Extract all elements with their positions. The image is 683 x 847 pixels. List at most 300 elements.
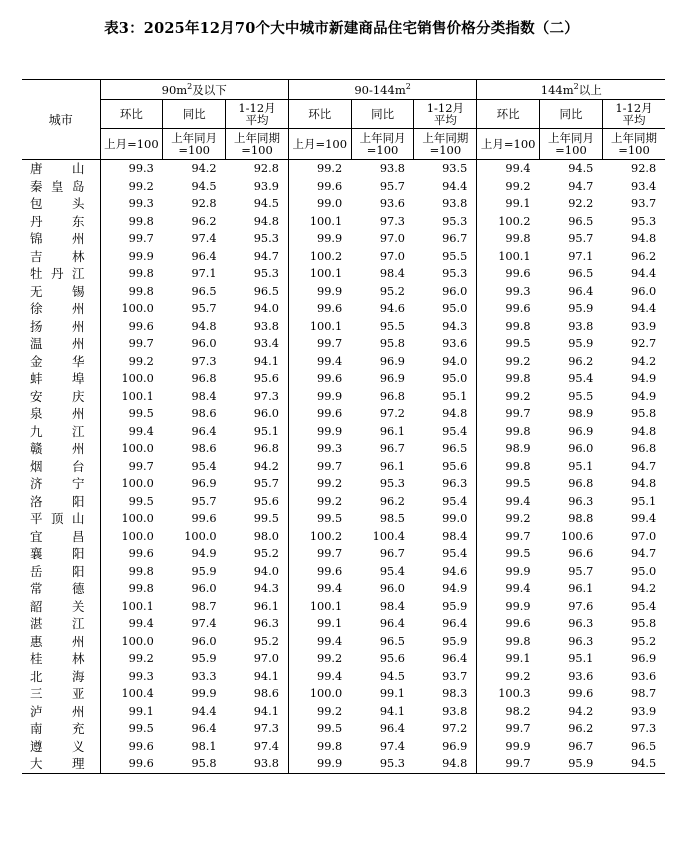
city-name: 丹东 bbox=[30, 213, 85, 229]
index-value: 96.2 bbox=[568, 722, 594, 735]
city-name: 平顶山 bbox=[30, 511, 85, 526]
city-name: 赣州 bbox=[30, 441, 85, 456]
index-value: 99.5 bbox=[100, 405, 163, 423]
index-value: 93.6 bbox=[631, 669, 657, 683]
index-value: 99.2 bbox=[477, 178, 540, 196]
index-value: 95.7 bbox=[191, 302, 217, 315]
index-value: 99.5 bbox=[477, 335, 540, 353]
index-value: 99.4 bbox=[100, 423, 163, 441]
index-value: 96.9 bbox=[442, 739, 468, 753]
table-row bbox=[22, 598, 665, 616]
sub-header-2: 1-12月 平均 bbox=[602, 100, 665, 129]
city-name: 南充 bbox=[30, 721, 85, 736]
index-value: 96.4 bbox=[191, 424, 217, 438]
index-value: 96.0 bbox=[379, 582, 405, 595]
index-value: 98.3 bbox=[442, 687, 468, 700]
index-value: 99.7 bbox=[288, 458, 351, 476]
sub-header-1: 同比 bbox=[163, 100, 226, 129]
base-header-2: 上年同期 =100 bbox=[602, 129, 665, 160]
index-value: 96.3 bbox=[442, 477, 468, 490]
index-value: 96.7 bbox=[379, 547, 405, 560]
table-row bbox=[22, 668, 665, 686]
index-value: 96.3 bbox=[568, 617, 594, 630]
index-value: 95.2 bbox=[253, 634, 279, 648]
index-value: 93.7 bbox=[442, 669, 468, 683]
index-value: 99.6 bbox=[288, 370, 351, 388]
index-value: 97.4 bbox=[253, 739, 279, 753]
index-value: 96.5 bbox=[191, 284, 217, 298]
index-value: 94.8 bbox=[414, 755, 477, 773]
city-name: 锦州 bbox=[30, 231, 85, 246]
index-value: 98.4 bbox=[379, 599, 405, 613]
index-value: 100.1 bbox=[288, 265, 351, 283]
index-value: 95.8 bbox=[631, 407, 657, 420]
index-value: 99.2 bbox=[477, 388, 540, 406]
group-header-medium: $90-144m^2$ bbox=[288, 80, 476, 100]
index-value: 99.2 bbox=[288, 493, 351, 511]
index-value: 99.5 bbox=[100, 720, 163, 738]
index-value: 94.5 bbox=[191, 179, 217, 193]
index-value: 95.8 bbox=[163, 755, 226, 773]
index-value: 100.1 bbox=[477, 248, 540, 266]
sub-header-2: 1-12月 平均 bbox=[414, 100, 477, 129]
index-value: 93.3 bbox=[191, 669, 217, 683]
index-value: 100.6 bbox=[561, 529, 594, 543]
index-value: 99.7 bbox=[288, 545, 351, 563]
index-value: 97.4 bbox=[379, 739, 405, 753]
index-value: 96.2 bbox=[631, 249, 657, 263]
city-name: 常德 bbox=[30, 581, 85, 596]
city-name: 韶关 bbox=[30, 598, 85, 614]
index-value: 99.6 bbox=[100, 318, 163, 336]
table-row bbox=[22, 755, 665, 773]
index-value: 93.8 bbox=[442, 197, 468, 210]
base-header-1: 上年同月 =100 bbox=[540, 129, 603, 160]
city-name: 包头 bbox=[30, 196, 85, 211]
city-name: 秦皇岛 bbox=[30, 178, 85, 194]
index-value: 95.6 bbox=[379, 652, 405, 665]
city-name: 蚌埠 bbox=[30, 371, 85, 386]
index-value: 97.0 bbox=[379, 232, 405, 245]
index-value: 96.0 bbox=[568, 442, 594, 455]
index-value: 99.6 bbox=[288, 178, 351, 196]
index-value: 99.8 bbox=[477, 423, 540, 441]
index-value: 96.2 bbox=[379, 494, 405, 508]
index-value: 96.1 bbox=[253, 599, 279, 613]
index-value: 99.9 bbox=[100, 248, 163, 266]
index-value: 99.3 bbox=[100, 668, 163, 686]
index-value: 95.6 bbox=[442, 459, 468, 473]
table-row bbox=[22, 685, 665, 703]
city-name: 三亚 bbox=[30, 686, 85, 701]
index-value: 99.4 bbox=[631, 512, 657, 525]
index-value: 95.0 bbox=[442, 302, 468, 315]
index-value: 99.6 bbox=[288, 300, 351, 318]
index-value: 100.0 bbox=[100, 510, 163, 528]
index-value: 94.3 bbox=[442, 319, 468, 333]
index-value: 99.7 bbox=[100, 230, 163, 248]
index-value: 100.0 bbox=[100, 528, 163, 546]
index-value: 98.4 bbox=[442, 529, 468, 543]
table-row bbox=[22, 160, 665, 178]
index-value: 99.9 bbox=[288, 423, 351, 441]
index-value: 97.1 bbox=[191, 267, 217, 280]
index-value: 96.0 bbox=[191, 337, 217, 350]
index-value: 94.7 bbox=[631, 459, 657, 473]
sub-header-0: 环比 bbox=[100, 100, 163, 129]
index-value: 94.6 bbox=[379, 302, 405, 315]
index-value: 98.6 bbox=[191, 442, 217, 455]
index-value: 96.0 bbox=[631, 284, 657, 298]
index-value: 95.4 bbox=[379, 564, 405, 578]
index-value: 100.1 bbox=[288, 318, 351, 336]
city-column-header: 城市 bbox=[22, 80, 100, 160]
index-value: 98.9 bbox=[477, 440, 540, 458]
index-value: 94.6 bbox=[442, 564, 468, 578]
table-row bbox=[22, 703, 665, 721]
index-value: 100.0 bbox=[100, 633, 163, 651]
index-value: 95.1 bbox=[568, 459, 594, 473]
index-value: 92.8 bbox=[631, 162, 657, 175]
index-value: 96.3 bbox=[253, 617, 279, 630]
table-row bbox=[22, 248, 665, 266]
index-value: 99.8 bbox=[477, 318, 540, 336]
index-value: 94.1 bbox=[253, 704, 279, 718]
index-value: 94.8 bbox=[253, 214, 279, 228]
index-value: 94.9 bbox=[191, 547, 217, 560]
city-name: 唐山 bbox=[30, 161, 85, 176]
table-row bbox=[22, 335, 665, 353]
index-value: 99.8 bbox=[477, 230, 540, 248]
index-value: 93.4 bbox=[253, 337, 279, 350]
table-row bbox=[22, 370, 665, 388]
index-value: 100.0 bbox=[100, 440, 163, 458]
index-value: 99.6 bbox=[191, 512, 217, 525]
index-value: 99.8 bbox=[100, 563, 163, 581]
index-value: 97.3 bbox=[253, 722, 279, 735]
base-header-1: 上年同月 =100 bbox=[351, 129, 414, 160]
page-title: 表3：2025年12月70个大中城市新建商品住宅销售价格分类指数（二） bbox=[104, 20, 579, 37]
index-value: 99.5 bbox=[253, 512, 279, 525]
index-value: 99.2 bbox=[477, 668, 540, 686]
base-header-1: 上年同月 =100 bbox=[163, 129, 226, 160]
index-value: 92.7 bbox=[631, 337, 657, 350]
index-value: 97.3 bbox=[631, 722, 657, 735]
index-value: 96.9 bbox=[379, 354, 405, 368]
index-value: 96.8 bbox=[191, 372, 217, 385]
index-value: 99.6 bbox=[477, 265, 540, 283]
base-header-0: 上月=100 bbox=[477, 129, 540, 160]
index-value: 95.3 bbox=[631, 214, 657, 228]
index-value: 96.4 bbox=[442, 617, 468, 630]
index-value: 94.7 bbox=[253, 249, 279, 263]
city-name: 无锡 bbox=[30, 283, 85, 299]
index-value: 99.8 bbox=[477, 458, 540, 476]
sub-header-0: 环比 bbox=[477, 100, 540, 129]
city-name: 大理 bbox=[22, 755, 100, 773]
table-row bbox=[22, 528, 665, 546]
index-value: 94.7 bbox=[631, 547, 657, 560]
city-name: 襄阳 bbox=[30, 546, 85, 561]
index-value: 95.4 bbox=[442, 424, 468, 438]
index-value: 94.8 bbox=[631, 232, 657, 245]
index-value: 93.8 bbox=[253, 319, 279, 333]
base-header-2: 上年同期 =100 bbox=[226, 129, 289, 160]
index-value: 98.6 bbox=[253, 687, 279, 700]
index-value: 93.4 bbox=[631, 179, 657, 193]
table-row bbox=[22, 563, 665, 581]
index-value: 99.4 bbox=[100, 615, 163, 633]
index-value: 99.5 bbox=[477, 475, 540, 493]
index-value: 94.1 bbox=[253, 354, 279, 368]
table-row bbox=[22, 388, 665, 406]
index-value: 95.1 bbox=[631, 494, 657, 508]
table-row bbox=[22, 405, 665, 423]
index-value: 96.3 bbox=[568, 494, 594, 508]
index-value: 96.4 bbox=[191, 249, 217, 263]
index-value: 100.0 bbox=[100, 300, 163, 318]
index-value: 96.7 bbox=[379, 442, 405, 455]
index-value: 95.8 bbox=[379, 337, 405, 350]
index-value: 94.4 bbox=[631, 302, 657, 315]
index-value: 99.2 bbox=[288, 475, 351, 493]
index-value: 99.7 bbox=[288, 335, 351, 353]
index-value: 99.9 bbox=[288, 388, 351, 406]
index-value: 99.5 bbox=[288, 510, 351, 528]
index-value: 93.8 bbox=[568, 319, 594, 333]
index-value: 100.1 bbox=[288, 598, 351, 616]
index-value: 99.6 bbox=[568, 687, 594, 700]
table-row bbox=[22, 178, 665, 196]
sub-header-2: 1-12月 平均 bbox=[226, 100, 289, 129]
base-header-0: 上月=100 bbox=[100, 129, 163, 160]
index-value: 92.8 bbox=[191, 197, 217, 210]
sub-header-1: 同比 bbox=[540, 100, 603, 129]
index-value: 95.3 bbox=[442, 267, 468, 280]
index-value: 94.0 bbox=[253, 564, 279, 578]
index-value: 96.8 bbox=[631, 442, 657, 455]
index-value: 96.4 bbox=[191, 722, 217, 735]
index-value: 99.4 bbox=[288, 668, 351, 686]
index-value: 98.9 bbox=[568, 407, 594, 420]
index-value: 99.6 bbox=[100, 738, 163, 756]
index-value: 99.3 bbox=[100, 160, 163, 178]
index-value: 99.4 bbox=[477, 580, 540, 598]
index-value: 94.3 bbox=[253, 582, 279, 595]
index-value: 99.9 bbox=[191, 687, 217, 700]
index-value: 99.6 bbox=[477, 300, 540, 318]
index-value: 95.0 bbox=[631, 564, 657, 578]
city-name: 烟台 bbox=[30, 458, 85, 474]
index-value: 99.4 bbox=[477, 160, 540, 178]
index-value: 95.0 bbox=[442, 372, 468, 385]
index-value: 99.2 bbox=[477, 510, 540, 528]
table-row bbox=[22, 580, 665, 598]
index-value: 99.7 bbox=[477, 720, 540, 738]
index-value: 96.5 bbox=[253, 284, 279, 298]
index-value: 95.9 bbox=[540, 755, 603, 773]
index-value: 94.8 bbox=[442, 407, 468, 420]
index-value: 96.9 bbox=[379, 372, 405, 385]
index-value: 99.2 bbox=[288, 650, 351, 668]
index-value: 92.2 bbox=[568, 197, 594, 210]
index-value: 96.4 bbox=[568, 284, 594, 298]
city-name: 温州 bbox=[30, 336, 85, 351]
index-value: 99.9 bbox=[477, 563, 540, 581]
index-value: 98.8 bbox=[568, 512, 594, 525]
index-value: 99.1 bbox=[100, 703, 163, 721]
index-value: 99.6 bbox=[100, 755, 163, 773]
index-value: 96.9 bbox=[568, 424, 594, 438]
index-value: 96.2 bbox=[191, 214, 217, 228]
table-row bbox=[22, 650, 665, 668]
city-name: 扬州 bbox=[30, 318, 85, 334]
base-header-2: 上年同期 =100 bbox=[414, 129, 477, 160]
index-value: 94.2 bbox=[631, 354, 657, 368]
city-name: 九江 bbox=[30, 423, 85, 439]
index-value: 99.2 bbox=[100, 650, 163, 668]
city-name: 泸州 bbox=[30, 703, 85, 719]
index-value: 96.1 bbox=[379, 424, 405, 438]
city-name: 徐州 bbox=[30, 301, 85, 316]
table-row bbox=[22, 195, 665, 213]
index-value: 99.1 bbox=[477, 195, 540, 213]
base-header-0: 上月=100 bbox=[288, 129, 351, 160]
index-value: 98.0 bbox=[253, 529, 279, 543]
index-value: 94.9 bbox=[631, 389, 657, 403]
index-value: 99.2 bbox=[288, 703, 351, 721]
index-value: 96.0 bbox=[253, 407, 279, 420]
index-value: 95.6 bbox=[253, 494, 279, 508]
table-row bbox=[22, 283, 665, 301]
index-value: 99.9 bbox=[477, 738, 540, 756]
index-value: 99.7 bbox=[477, 755, 540, 773]
index-value: 100.0 bbox=[100, 475, 163, 493]
table-row bbox=[22, 493, 665, 511]
index-value: 96.4 bbox=[379, 617, 405, 630]
index-value: 99.6 bbox=[288, 405, 351, 423]
index-value: 96.9 bbox=[191, 477, 217, 490]
index-value: 99.7 bbox=[477, 405, 540, 423]
city-name: 桂林 bbox=[30, 651, 85, 666]
index-value: 93.6 bbox=[379, 197, 405, 210]
city-name: 牡丹江 bbox=[30, 266, 85, 281]
index-value: 99.2 bbox=[288, 160, 351, 178]
table-row bbox=[22, 720, 665, 738]
index-value: 94.1 bbox=[253, 669, 279, 683]
index-value: 99.9 bbox=[288, 755, 351, 773]
sub-header-1: 同比 bbox=[351, 100, 414, 129]
index-value: 96.2 bbox=[568, 354, 594, 368]
index-value: 99.0 bbox=[288, 195, 351, 213]
index-value: 96.5 bbox=[442, 442, 468, 455]
table-row bbox=[22, 458, 665, 476]
index-value: 98.7 bbox=[191, 599, 217, 613]
index-value: 96.0 bbox=[191, 582, 217, 595]
index-value: 95.1 bbox=[568, 652, 594, 665]
index-value: 95.7 bbox=[379, 179, 405, 193]
index-value: 95.7 bbox=[253, 477, 279, 490]
index-value: 99.8 bbox=[100, 265, 163, 283]
index-value: 96.5 bbox=[379, 634, 405, 648]
index-value: 97.0 bbox=[253, 652, 279, 665]
index-value: 93.9 bbox=[253, 179, 279, 193]
index-value: 94.4 bbox=[191, 704, 217, 718]
index-value: 95.7 bbox=[191, 494, 217, 508]
table-row bbox=[22, 615, 665, 633]
index-value: 95.4 bbox=[631, 599, 657, 613]
index-value: 95.1 bbox=[442, 389, 468, 403]
index-value: 95.4 bbox=[442, 494, 468, 508]
index-value: 97.1 bbox=[568, 249, 594, 263]
index-value: 94.4 bbox=[442, 179, 468, 193]
index-value: 99.1 bbox=[288, 615, 351, 633]
index-value: 99.6 bbox=[100, 545, 163, 563]
index-value: 95.3 bbox=[253, 267, 279, 280]
index-value: 95.9 bbox=[442, 599, 468, 613]
index-value: 97.6 bbox=[568, 599, 594, 613]
index-value: 94.5 bbox=[602, 755, 665, 773]
city-name: 泉州 bbox=[30, 406, 85, 421]
index-value: 98.2 bbox=[477, 703, 540, 721]
index-value: 96.5 bbox=[631, 739, 657, 753]
index-value: 95.3 bbox=[253, 232, 279, 245]
index-value: 96.8 bbox=[379, 389, 405, 403]
index-value: 100.2 bbox=[288, 528, 351, 546]
index-value: 99.6 bbox=[477, 615, 540, 633]
index-value: 92.8 bbox=[253, 162, 279, 175]
index-value: 94.2 bbox=[253, 459, 279, 473]
index-value: 99.4 bbox=[288, 353, 351, 371]
index-value: 99.0 bbox=[442, 512, 468, 525]
index-value: 95.1 bbox=[253, 424, 279, 438]
index-value: 95.4 bbox=[442, 547, 468, 560]
sub-header-0: 环比 bbox=[288, 100, 351, 129]
index-value: 95.2 bbox=[379, 284, 405, 298]
table-row bbox=[22, 545, 665, 563]
index-value: 99.1 bbox=[477, 650, 540, 668]
index-value: 99.8 bbox=[477, 370, 540, 388]
index-value: 95.3 bbox=[442, 214, 468, 228]
index-value: 95.2 bbox=[631, 634, 657, 648]
city-name: 济宁 bbox=[30, 476, 85, 491]
index-value: 94.8 bbox=[631, 424, 657, 438]
index-value: 94.5 bbox=[253, 197, 279, 210]
index-value: 99.8 bbox=[288, 738, 351, 756]
index-value: 99.7 bbox=[100, 335, 163, 353]
index-value: 93.7 bbox=[631, 197, 657, 210]
index-value: 95.4 bbox=[191, 459, 217, 473]
index-value: 100.1 bbox=[288, 213, 351, 231]
index-value: 99.2 bbox=[100, 178, 163, 196]
city-name: 吉林 bbox=[30, 248, 85, 264]
index-value: 96.6 bbox=[568, 547, 594, 560]
index-value: 99.2 bbox=[100, 353, 163, 371]
index-value: 95.5 bbox=[568, 389, 594, 403]
index-value: 99.7 bbox=[477, 528, 540, 546]
index-value: 96.0 bbox=[442, 284, 468, 298]
index-value: 94.1 bbox=[379, 704, 405, 718]
index-value: 100.0 bbox=[184, 529, 217, 543]
table-row bbox=[22, 265, 665, 283]
table-row bbox=[22, 633, 665, 651]
index-value: 94.2 bbox=[631, 582, 657, 595]
city-name: 宜昌 bbox=[30, 528, 85, 544]
index-value: 96.7 bbox=[442, 232, 468, 245]
index-value: 100.0 bbox=[288, 685, 351, 703]
index-value: 95.9 bbox=[568, 337, 594, 350]
index-value: 95.7 bbox=[568, 232, 594, 245]
